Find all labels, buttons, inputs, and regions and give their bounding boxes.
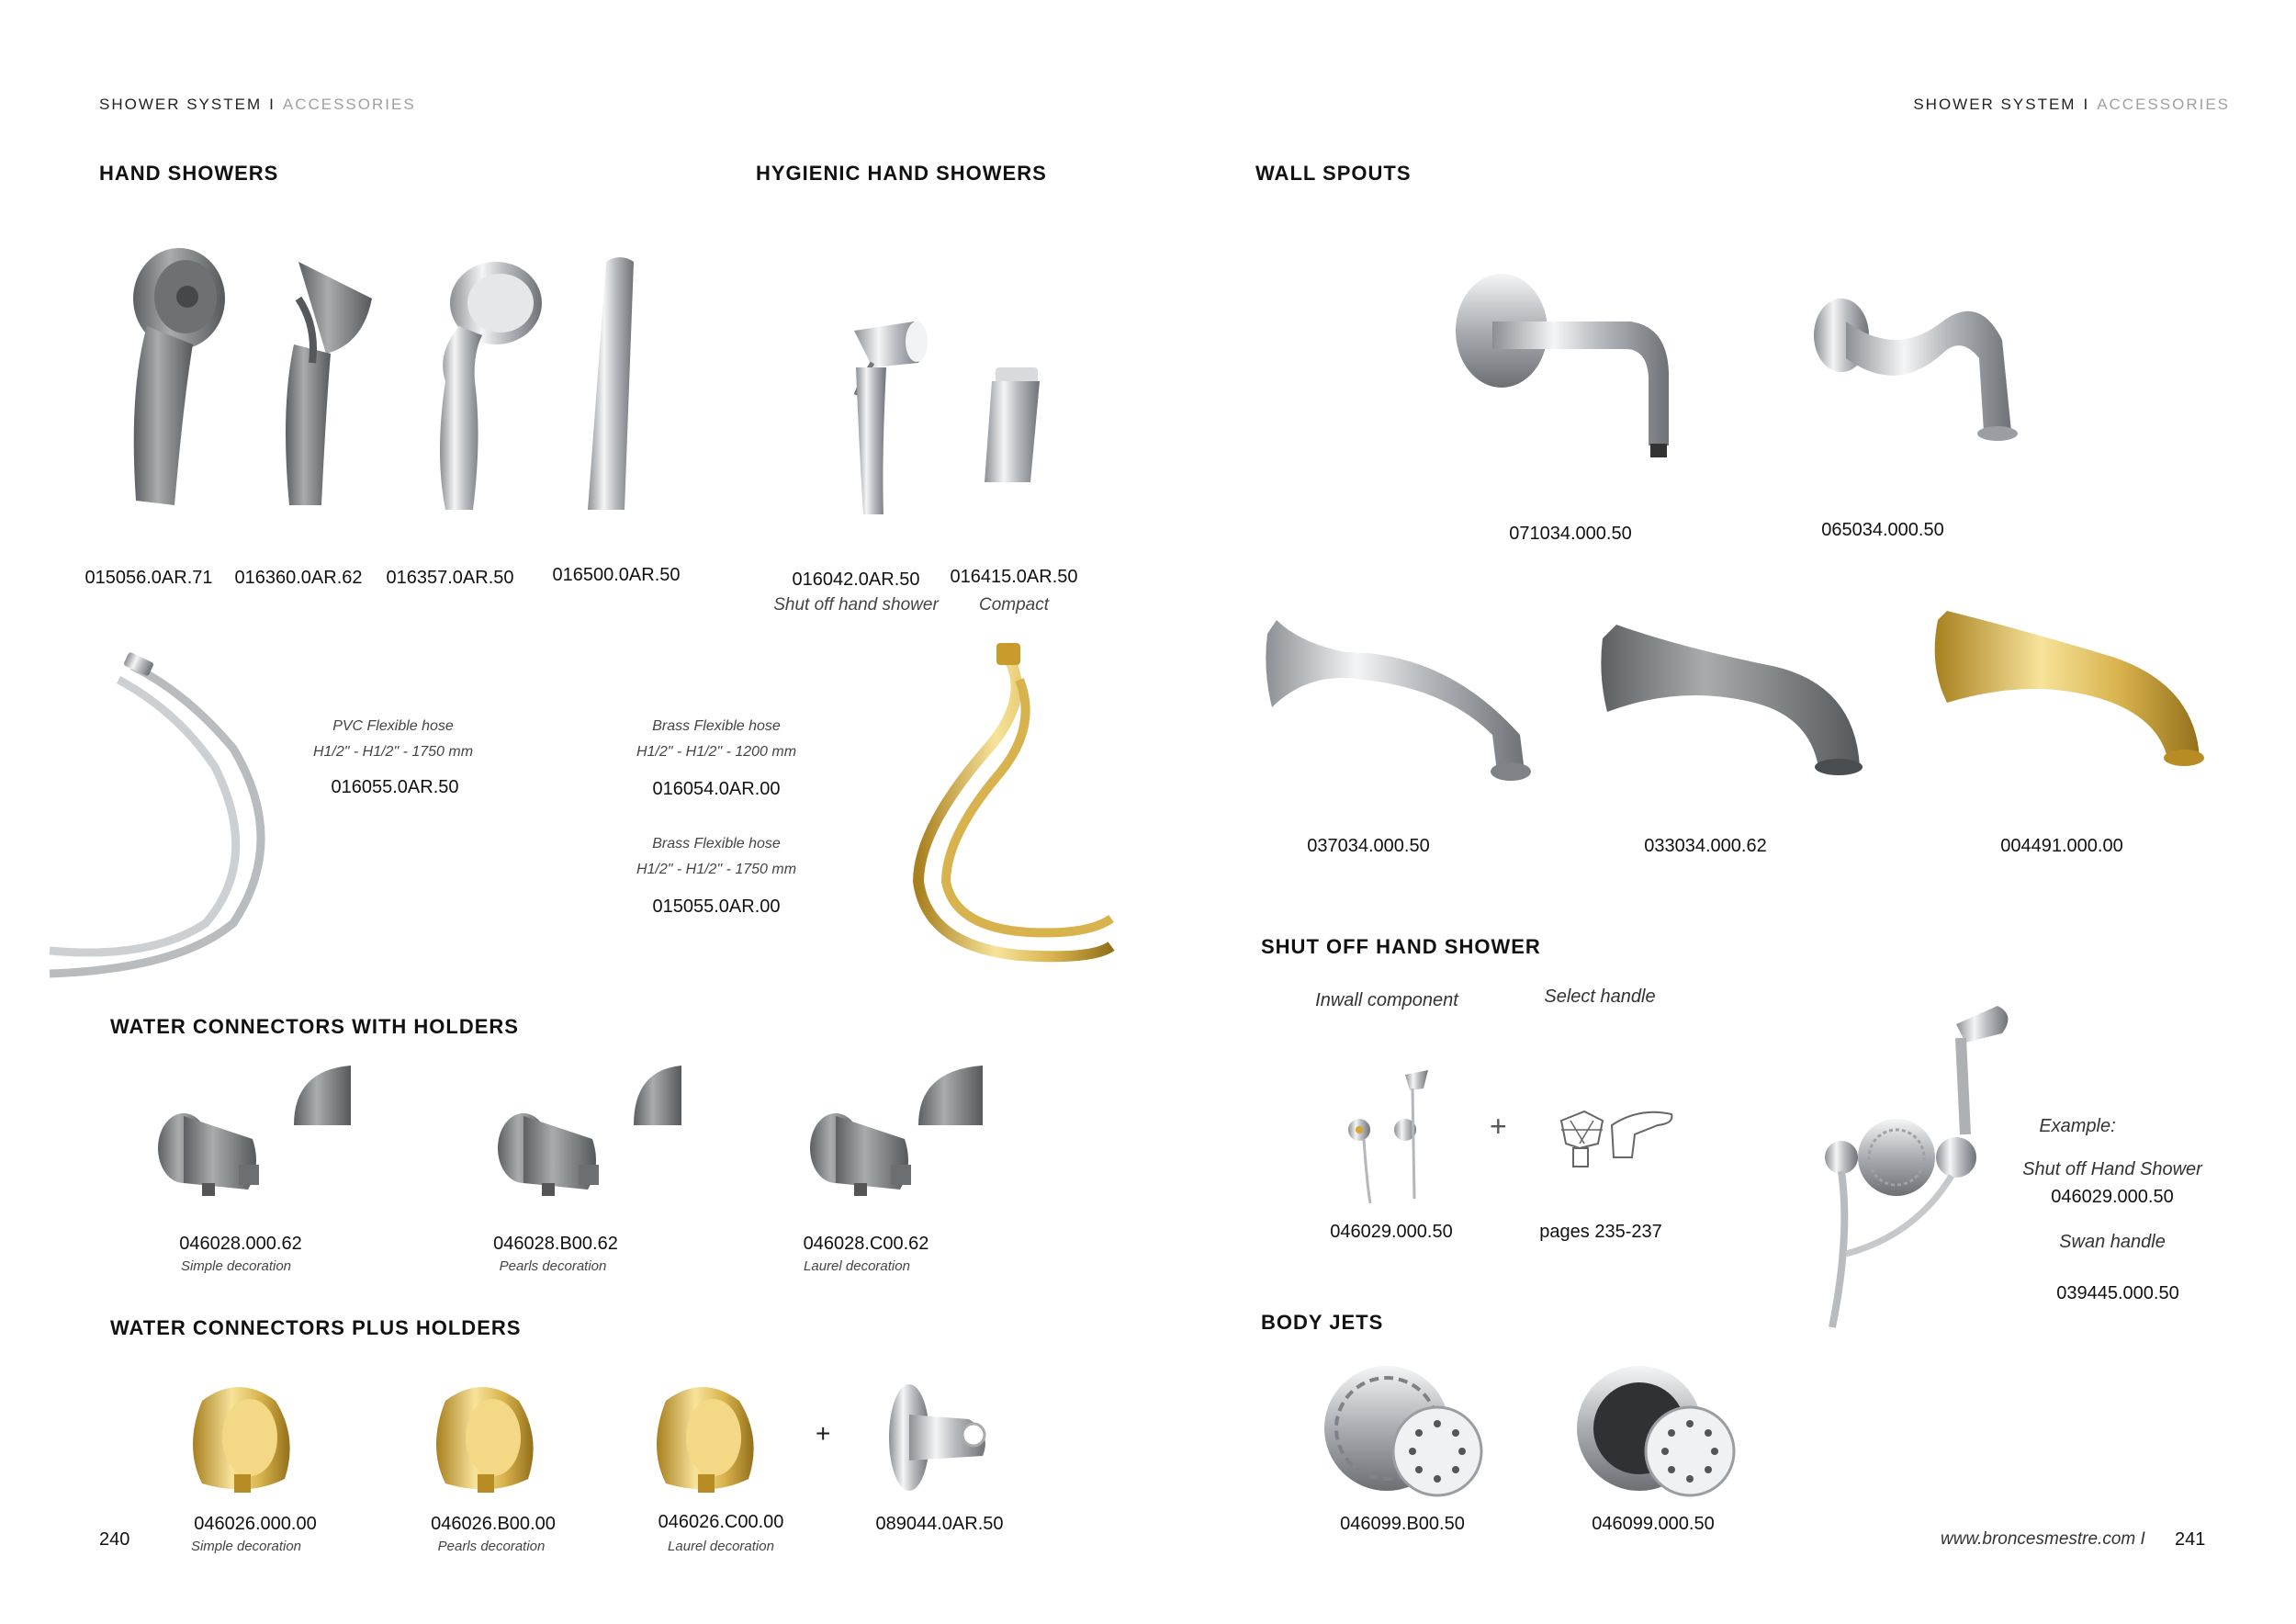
hose-spec: H1/2" - H1/2" - 1750 mm — [636, 862, 797, 877]
plus-sign: + — [1490, 1110, 1507, 1143]
left-page-number: 240 — [99, 1529, 130, 1550]
select-handle-label: Select handle — [1544, 987, 1656, 1007]
product-code: 016042.0AR.50 — [792, 570, 920, 590]
water-connectors-plus-title: WATER CONNECTORS PLUS HOLDERS — [110, 1316, 522, 1339]
shut-off-hand-shower-title: SHUT OFF HAND SHOWER — [1261, 935, 1541, 958]
hand-shower-image — [569, 253, 661, 519]
shut-off-example-image — [1777, 997, 2025, 1336]
product-code: 015056.0AR.71 — [84, 568, 213, 588]
header-subtitle: ACCESSORIES — [282, 96, 416, 113]
product-code: 046026.C00.00 — [658, 1512, 784, 1532]
product-code: 016360.0AR.62 — [234, 568, 363, 588]
plus-sign: + — [816, 1419, 831, 1448]
body-jets-title: BODY JETS — [1261, 1311, 1384, 1334]
product-code: 016415.0AR.50 — [950, 567, 1078, 587]
right-page-number: 241 — [2175, 1529, 2206, 1550]
compact-shower-image — [974, 363, 1047, 491]
product-caption: Pearls decoration — [437, 1539, 546, 1554]
hose-spec: H1/2" - H1/2" - 1200 mm — [636, 744, 797, 760]
water-connector-image — [487, 1066, 698, 1217]
product-caption: Shut off hand shower — [773, 595, 939, 615]
example-label: Example: — [2039, 1116, 2116, 1136]
product-code: 046029.000.50 — [2051, 1187, 2174, 1207]
product-code: 004491.000.00 — [2000, 836, 2123, 856]
product-code: 037034.000.50 — [1307, 836, 1430, 856]
product-code: 016500.0AR.50 — [552, 565, 681, 585]
water-connector-image — [147, 1066, 358, 1217]
product-code: 016054.0AR.00 — [652, 779, 781, 799]
wall-spout-image — [1456, 271, 1704, 464]
handle-name: Swan handle — [2059, 1232, 2166, 1252]
left-page-header — [99, 96, 416, 114]
pages-reference: pages 235-237 — [1539, 1222, 1662, 1242]
hose-name: PVC Flexible hose — [332, 718, 454, 734]
product-caption: Simple decoration — [190, 1539, 302, 1554]
product-caption: Laurel decoration — [668, 1539, 774, 1554]
hose-name: Brass Flexible hose — [652, 836, 781, 851]
product-code: 071034.000.50 — [1509, 524, 1632, 544]
body-jet-image — [1575, 1359, 1740, 1516]
product-code: 046099.B00.50 — [1340, 1514, 1465, 1534]
product-caption: Compact — [978, 595, 1050, 615]
product-code: 033034.000.62 — [1644, 836, 1767, 856]
header-subtitle: ACCESSORIES — [2097, 96, 2230, 113]
hand-shower-image — [409, 253, 546, 519]
holder-image — [882, 1378, 1001, 1497]
body-jet-image — [1322, 1359, 1488, 1516]
hygienic-hand-showers-title: HYGIENIC HAND SHOWERS — [756, 162, 1047, 185]
product-code: 046028.C00.62 — [803, 1234, 929, 1254]
product-code: 046099.000.50 — [1592, 1514, 1715, 1534]
pvc-hose-image — [50, 657, 270, 978]
hand-showers-title: HAND SHOWERS — [99, 162, 279, 185]
gold-connector-image — [647, 1373, 767, 1502]
header-title: SHOWER SYSTEM — [99, 96, 263, 113]
wall-spouts-title: WALL SPOUTS — [1255, 162, 1412, 185]
product-code: 046026.B00.00 — [431, 1514, 556, 1534]
product-code: 039445.000.50 — [2056, 1283, 2179, 1303]
inwall-component-image — [1341, 1061, 1442, 1208]
right-page-header — [1913, 96, 2230, 114]
hose-name: Brass Flexible hose — [652, 718, 781, 734]
product-caption: Laurel decoration — [804, 1258, 910, 1274]
inwall-component-label: Inwall component — [1315, 990, 1458, 1010]
product-caption: Pearls decoration — [499, 1258, 607, 1274]
example-name: Shut off Hand Shower — [2022, 1159, 2202, 1179]
brass-hose-image — [891, 643, 1111, 983]
product-code: 016357.0AR.50 — [386, 568, 514, 588]
wall-spout-image — [1805, 294, 2043, 450]
wall-spout-image — [1929, 611, 2204, 767]
product-code: 065034.000.50 — [1821, 520, 1944, 540]
hygienic-shower-image — [836, 312, 937, 514]
product-code: 046028.B00.62 — [493, 1234, 618, 1254]
product-caption: Simple decoration — [180, 1258, 292, 1274]
water-connector-image — [799, 1066, 1001, 1217]
header-separator: I — [2083, 96, 2090, 113]
hose-spec: H1/2" - H1/2" - 1750 mm — [312, 744, 474, 760]
product-code: 046029.000.50 — [1330, 1222, 1453, 1242]
header-title: SHOWER SYSTEM — [1913, 96, 2077, 113]
product-code: 046028.000.62 — [179, 1234, 302, 1254]
wall-spout-image — [1263, 615, 1534, 785]
hand-shower-image — [110, 243, 230, 519]
hand-shower-image — [243, 243, 381, 519]
product-code: 015055.0AR.00 — [652, 897, 781, 917]
product-code: 046026.000.00 — [194, 1514, 317, 1534]
website-link[interactable]: www.broncesmestre.com I — [1941, 1529, 2145, 1549]
wall-spout-image — [1598, 620, 1864, 776]
gold-connector-image — [427, 1373, 546, 1502]
product-code: 016055.0AR.50 — [331, 777, 459, 797]
header-separator: I — [269, 96, 276, 113]
product-code: 089044.0AR.50 — [875, 1514, 1004, 1534]
gold-connector-image — [184, 1373, 303, 1502]
water-connectors-holders-title: WATER CONNECTORS WITH HOLDERS — [110, 1015, 519, 1038]
handle-options-icon — [1557, 1107, 1676, 1171]
